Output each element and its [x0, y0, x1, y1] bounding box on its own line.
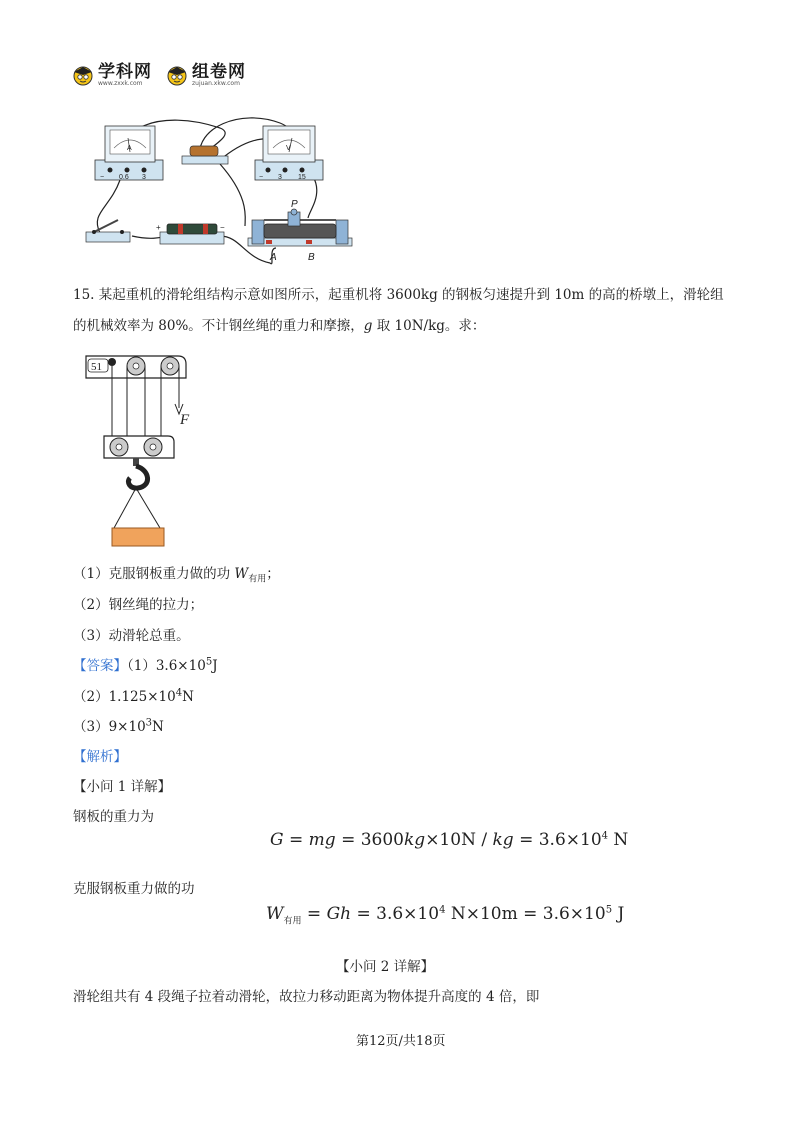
f2-exp2: 5: [605, 904, 613, 916]
f1-kg1: kg: [404, 830, 426, 850]
answer-line-2: [73, 688, 194, 706]
question-text-2b: 取 10N/kg。求：: [372, 318, 486, 334]
force-label: F: [180, 412, 190, 428]
f2-gh: Gh: [326, 904, 352, 924]
battery-plus: +: [156, 223, 161, 232]
battery: [156, 223, 225, 244]
part-2: （2）钢丝绳的拉力；: [73, 597, 204, 613]
ammeter-terminal-06: 0.6: [119, 174, 129, 181]
ammeter-terminal-neg: −: [100, 174, 105, 181]
voltmeter-terminal-neg: −: [259, 174, 264, 181]
f1-eq: =: [283, 830, 309, 850]
answer-2: （2）1.125×10: [73, 689, 176, 705]
sub1-title: 【小问 1 详解】: [73, 779, 172, 795]
answer-1-exp: 5: [205, 656, 213, 668]
weight-intro: 钢板的重力为: [73, 809, 154, 825]
f2-mid2: N×10m = 3.6×10: [445, 904, 606, 924]
logo1-name: 学科网: [98, 62, 152, 82]
battery-minus: −: [220, 223, 225, 232]
part-1-end: ；: [266, 566, 280, 582]
circuit-diagram: [70, 108, 370, 270]
rheostat: [248, 199, 352, 263]
answer-3: （3）9×10: [73, 719, 146, 735]
page-number: 第12页/共18页: [356, 1034, 446, 1049]
part-1: [73, 565, 280, 583]
answer-line-3: [73, 718, 164, 736]
logo2-name: 组卷网: [192, 62, 246, 82]
rheostat-a-label: A: [270, 252, 277, 263]
f1-kg2: kg: [492, 830, 514, 850]
logo2-url: zujuan.xkw.com: [192, 80, 240, 87]
pulley-diagram: [78, 348, 198, 550]
f2-sub: 有用: [283, 916, 302, 927]
question-text-1: 某起重机的滑轮组结构示意如图所示，起重机将 3600kg 的钢板匀速提升到 10m 的高的桥墩上，滑轮组: [98, 287, 724, 303]
answer-3-unit: N: [152, 719, 164, 735]
formula-work: [266, 904, 625, 927]
voltmeter-terminal-15: 15: [298, 174, 306, 181]
question-line-2: [73, 317, 485, 335]
wire: [220, 164, 245, 226]
f1-mid: = 3600: [335, 830, 404, 850]
answer-2-unit: N: [182, 689, 194, 705]
part-1-w: W: [234, 566, 249, 582]
f1-mg: mg: [308, 830, 336, 850]
zujuanwang-logo-icon: [166, 64, 188, 86]
ammeter-symbol: A: [127, 145, 132, 152]
sub2-title: 【小问 2 详解】: [336, 959, 435, 975]
question-line-1: [73, 286, 724, 304]
answer-tag: 【答案】: [73, 658, 127, 674]
switch: [86, 220, 130, 242]
voltmeter-symbol: V: [286, 145, 291, 152]
pulley-explanation: 滑轮组共有 4 段绳子拉着动滑轮，故拉力移动距离为物体提升高度的 4 倍，即: [73, 989, 540, 1005]
question-g: g: [363, 318, 373, 334]
pulley-label: 51: [91, 361, 102, 373]
f1-mid2: ×10N /: [425, 830, 493, 850]
question-number: 15.: [73, 287, 95, 303]
analysis-tag: 【解析】: [73, 749, 127, 765]
part-1-text: （1）克服钢板重力做的功: [73, 566, 235, 582]
ammeter: [95, 126, 163, 181]
logo1-url: www.zxxk.com: [98, 80, 143, 87]
f2-mid: = 3.6×10: [351, 904, 440, 924]
header-logos: [72, 60, 246, 90]
work-intro: 克服钢板重力做的功: [73, 881, 195, 897]
f2-unit: J: [612, 904, 625, 924]
rheostat-b-label: B: [308, 252, 315, 263]
logo-xuekewang: [72, 63, 152, 87]
question-text-2a: 的机械效率为 80%。不计钢丝绳的重力和摩擦，: [73, 318, 364, 334]
f2-w: W: [266, 904, 284, 924]
resistor: [182, 146, 228, 164]
answer-line-1: [73, 657, 218, 675]
part-3: （3）动滑轮总重。: [73, 628, 190, 644]
ammeter-terminal-3: 3: [142, 174, 146, 181]
f1-exp: 4: [601, 830, 609, 842]
answer-2-exp: 4: [175, 687, 183, 699]
rheostat-slider-label: P: [291, 199, 298, 210]
voltmeter: [255, 126, 323, 181]
answer-1-unit: J: [212, 658, 218, 674]
part-1-sub: 有用: [248, 574, 267, 585]
logo-zujuanwang: [166, 63, 246, 87]
f1-unit: N: [608, 830, 629, 850]
f2-exp1: 4: [439, 904, 446, 916]
answer-1: （1）3.6×10: [127, 658, 206, 674]
f1-rhs: = 3.6×10: [513, 830, 602, 850]
xuekewang-logo-icon: [72, 64, 94, 86]
formula-weight: [270, 830, 628, 850]
f2-eq: =: [301, 904, 327, 924]
f1-g: G: [270, 830, 284, 850]
voltmeter-terminal-3: 3: [278, 174, 282, 181]
answer-3-exp: 3: [145, 717, 153, 729]
